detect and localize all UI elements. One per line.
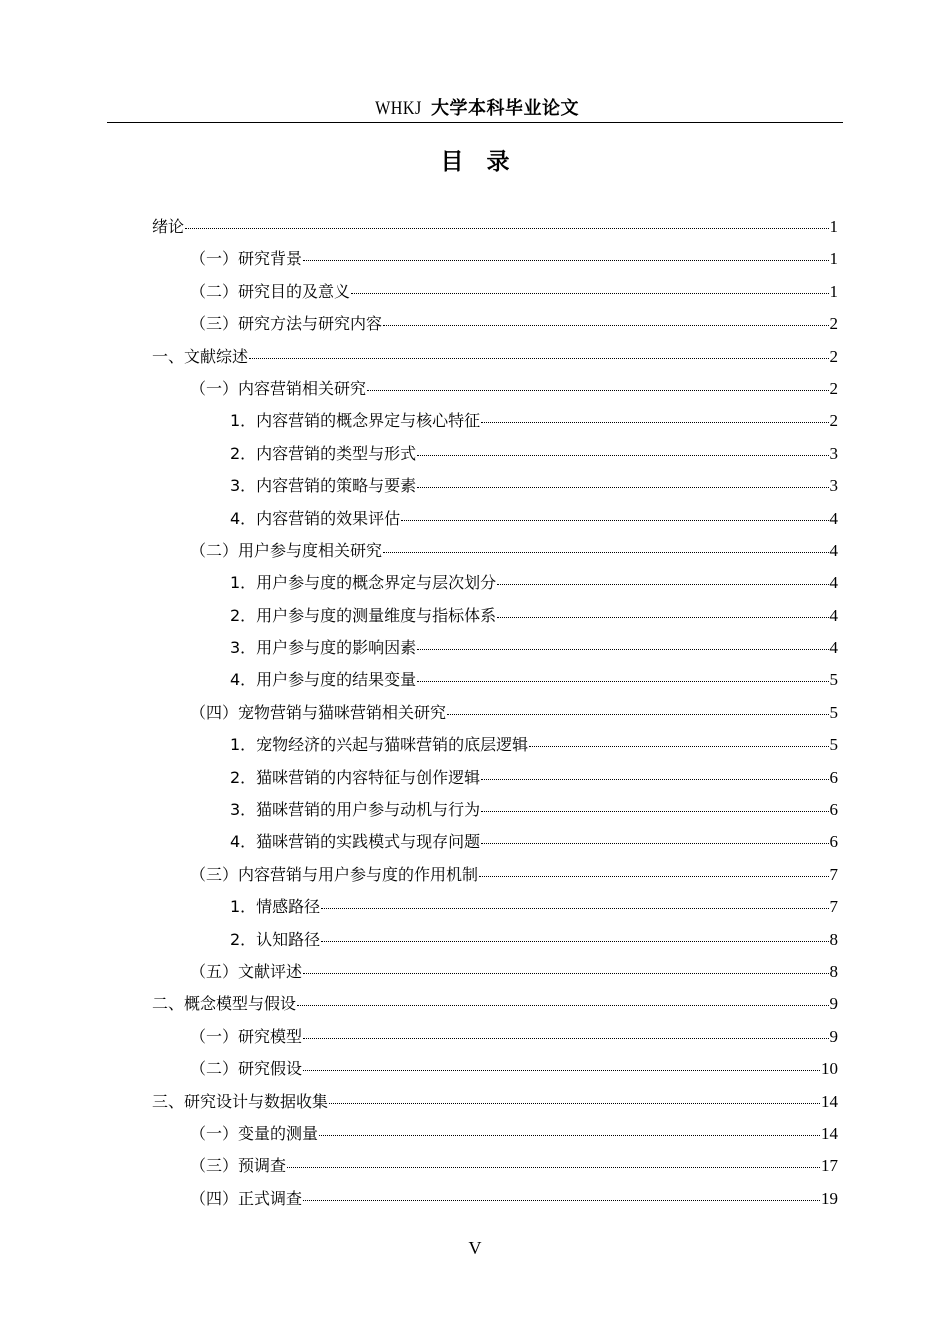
toc-entry[interactable] <box>152 276 838 308</box>
table-of-contents <box>152 211 838 1215</box>
dot-leader <box>319 1117 820 1136</box>
toc-entry-title: （四）正式调查 <box>190 1188 303 1208</box>
dot-leader <box>417 663 828 682</box>
toc-entry[interactable] <box>152 567 838 599</box>
dot-leader <box>351 275 828 294</box>
toc-entry-page-number: 17 <box>821 1156 838 1176</box>
toc-entry-title: （三）研究方法与研究内容 <box>190 314 383 334</box>
toc-entry-title: （一）变量的测量 <box>190 1123 319 1143</box>
toc-entry-title: 4．用户参与度的结果变量 <box>230 670 417 690</box>
toc-entry[interactable] <box>152 794 838 826</box>
toc-entry-page-number: 5 <box>829 735 838 755</box>
dot-leader <box>417 469 828 488</box>
dot-leader <box>321 923 828 942</box>
dot-leader <box>481 793 828 812</box>
toc-entry-page-number: 19 <box>821 1188 838 1208</box>
toc-entry-page-number: 5 <box>829 702 838 722</box>
toc-entry-page-number: 3 <box>829 443 838 463</box>
toc-entry-page-number: 4 <box>829 638 838 658</box>
dot-leader <box>479 858 828 877</box>
toc-entry-title: 4．猫咪营销的实践模式与现存问题 <box>230 832 481 852</box>
toc-title: 目 录 <box>440 149 510 175</box>
toc-entry[interactable] <box>152 503 838 535</box>
dot-leader <box>303 1052 820 1071</box>
toc-entry-title: 2．用户参与度的测量维度与指标体系 <box>230 605 497 625</box>
toc-entry-title: 4．内容营销的效果评估 <box>230 508 401 528</box>
toc-entry-title: （二）研究目的及意义 <box>190 281 351 301</box>
toc-entry-title: 3．内容营销的策略与要素 <box>230 476 417 496</box>
header-title <box>371 98 579 119</box>
toc-entry[interactable] <box>152 211 838 243</box>
toc-entry-page-number: 6 <box>829 767 838 787</box>
toc-entry[interactable] <box>152 988 838 1020</box>
dot-leader <box>287 1149 820 1168</box>
dot-leader <box>297 987 828 1006</box>
toc-entry-title: （三）预调查 <box>190 1156 287 1176</box>
toc-entry-title: （二）用户参与度相关研究 <box>190 540 383 560</box>
toc-entry-page-number: 14 <box>821 1091 838 1111</box>
toc-entry[interactable] <box>152 664 838 696</box>
toc-entry-page-number: 8 <box>829 929 838 949</box>
toc-entry-title: 1．情感路径 <box>230 897 321 917</box>
dot-leader <box>329 1085 820 1104</box>
toc-entry-page-number: 8 <box>829 961 838 981</box>
dot-leader <box>417 631 828 650</box>
toc-entry-page-number: 2 <box>829 411 838 431</box>
toc-entry-title: （一）研究模型 <box>190 1026 303 1046</box>
toc-entry-title: 1．用户参与度的概念界定与层次划分 <box>230 573 497 593</box>
toc-entry-title: 2．认知路径 <box>230 929 321 949</box>
toc-entry-title: （一）研究背景 <box>190 249 303 269</box>
toc-entry-title: 一、文献综述 <box>152 346 249 366</box>
toc-entry-page-number: 6 <box>829 800 838 820</box>
toc-entry-page-number: 14 <box>821 1123 838 1143</box>
toc-entry-title: 3．用户参与度的影响因素 <box>230 638 417 658</box>
toc-entry-page-number: 10 <box>821 1059 838 1079</box>
toc-entry[interactable] <box>152 826 838 858</box>
toc-entry[interactable] <box>152 405 838 437</box>
toc-entry-title: 二、概念模型与假设 <box>152 994 297 1014</box>
dot-leader <box>481 761 828 780</box>
toc-entry[interactable] <box>152 891 838 923</box>
toc-entry[interactable] <box>152 1021 838 1053</box>
toc-entry[interactable] <box>152 535 838 567</box>
toc-entry-title: （四）宠物营销与猫咪营销相关研究 <box>190 702 447 722</box>
dot-leader <box>303 955 828 974</box>
toc-entry[interactable] <box>152 308 838 340</box>
dot-leader <box>497 566 828 585</box>
dot-leader <box>481 404 828 423</box>
dot-leader <box>481 825 828 844</box>
toc-entry[interactable] <box>152 1183 838 1215</box>
toc-entry[interactable] <box>152 341 838 373</box>
toc-entry-page-number: 3 <box>829 476 838 496</box>
toc-entry[interactable] <box>152 859 838 891</box>
toc-entry-page-number: 7 <box>829 864 838 884</box>
toc-entry[interactable] <box>152 1118 838 1150</box>
dot-leader <box>417 437 828 456</box>
toc-entry-page-number: 6 <box>829 832 838 852</box>
toc-entry-title: （三）内容营销与用户参与度的作用机制 <box>190 864 479 884</box>
toc-entry-title: 3．猫咪营销的用户参与动机与行为 <box>230 800 481 820</box>
toc-entry[interactable] <box>152 470 838 502</box>
toc-entry-title: 1．内容营销的概念界定与核心特征 <box>230 411 481 431</box>
toc-entry[interactable] <box>152 729 838 761</box>
dot-leader <box>185 210 828 229</box>
toc-entry-page-number: 2 <box>829 314 838 334</box>
toc-entry-page-number: 9 <box>829 1026 838 1046</box>
dot-leader <box>447 696 828 715</box>
toc-entry[interactable] <box>152 373 838 405</box>
header-institution-code: WHKJ <box>375 98 422 119</box>
toc-entry-page-number: 7 <box>829 897 838 917</box>
page-header <box>107 96 843 123</box>
toc-entry-page-number: 4 <box>829 573 838 593</box>
toc-entry[interactable] <box>152 956 838 988</box>
dot-leader <box>303 242 828 261</box>
dot-leader <box>303 1020 828 1039</box>
toc-entry-title: 2．猫咪营销的内容特征与创作逻辑 <box>230 767 481 787</box>
dot-leader <box>303 1182 820 1201</box>
toc-entry-page-number: 1 <box>829 281 838 301</box>
dot-leader <box>383 534 828 553</box>
dot-leader <box>529 728 828 747</box>
dot-leader <box>401 502 828 521</box>
toc-entry[interactable] <box>152 438 838 470</box>
toc-entry-page-number: 1 <box>829 249 838 269</box>
toc-entry-title: 三、研究设计与数据收集 <box>152 1091 329 1111</box>
toc-entry[interactable] <box>152 697 838 729</box>
toc-entry-page-number: 5 <box>829 670 838 690</box>
toc-entry-title: （五）文献评述 <box>190 961 303 981</box>
toc-entry-title: 2．内容营销的类型与形式 <box>230 443 417 463</box>
header-document-type: 大学本科毕业论文 <box>431 98 580 119</box>
toc-entry[interactable] <box>152 1150 838 1182</box>
dot-leader <box>497 599 828 618</box>
toc-entry-page-number: 4 <box>829 605 838 625</box>
toc-entry-page-number: 1 <box>829 217 838 236</box>
page-number: V <box>468 1238 482 1258</box>
toc-entry-title: （一）内容营销相关研究 <box>190 378 367 398</box>
toc-entry[interactable] <box>152 1086 838 1118</box>
toc-entry[interactable] <box>152 762 838 794</box>
toc-entry-title: 绪论 <box>152 217 185 236</box>
dot-leader <box>249 340 828 359</box>
dot-leader <box>321 890 828 909</box>
toc-entry-title: （二）研究假设 <box>190 1059 303 1079</box>
toc-entry[interactable] <box>152 600 838 632</box>
toc-entry[interactable] <box>152 243 838 275</box>
toc-entry-title: 1．宠物经济的兴起与猫咪营销的底层逻辑 <box>230 735 529 755</box>
toc-entry-page-number: 9 <box>829 994 838 1014</box>
toc-entry-page-number: 4 <box>829 508 838 528</box>
toc-entry-page-number: 2 <box>829 346 838 366</box>
toc-entry[interactable] <box>152 632 838 664</box>
dot-leader <box>367 372 828 391</box>
toc-entry-page-number: 2 <box>829 378 838 398</box>
toc-entry[interactable] <box>152 924 838 956</box>
toc-entry-page-number: 4 <box>829 540 838 560</box>
dot-leader <box>383 307 828 326</box>
toc-entry[interactable] <box>152 1053 838 1085</box>
